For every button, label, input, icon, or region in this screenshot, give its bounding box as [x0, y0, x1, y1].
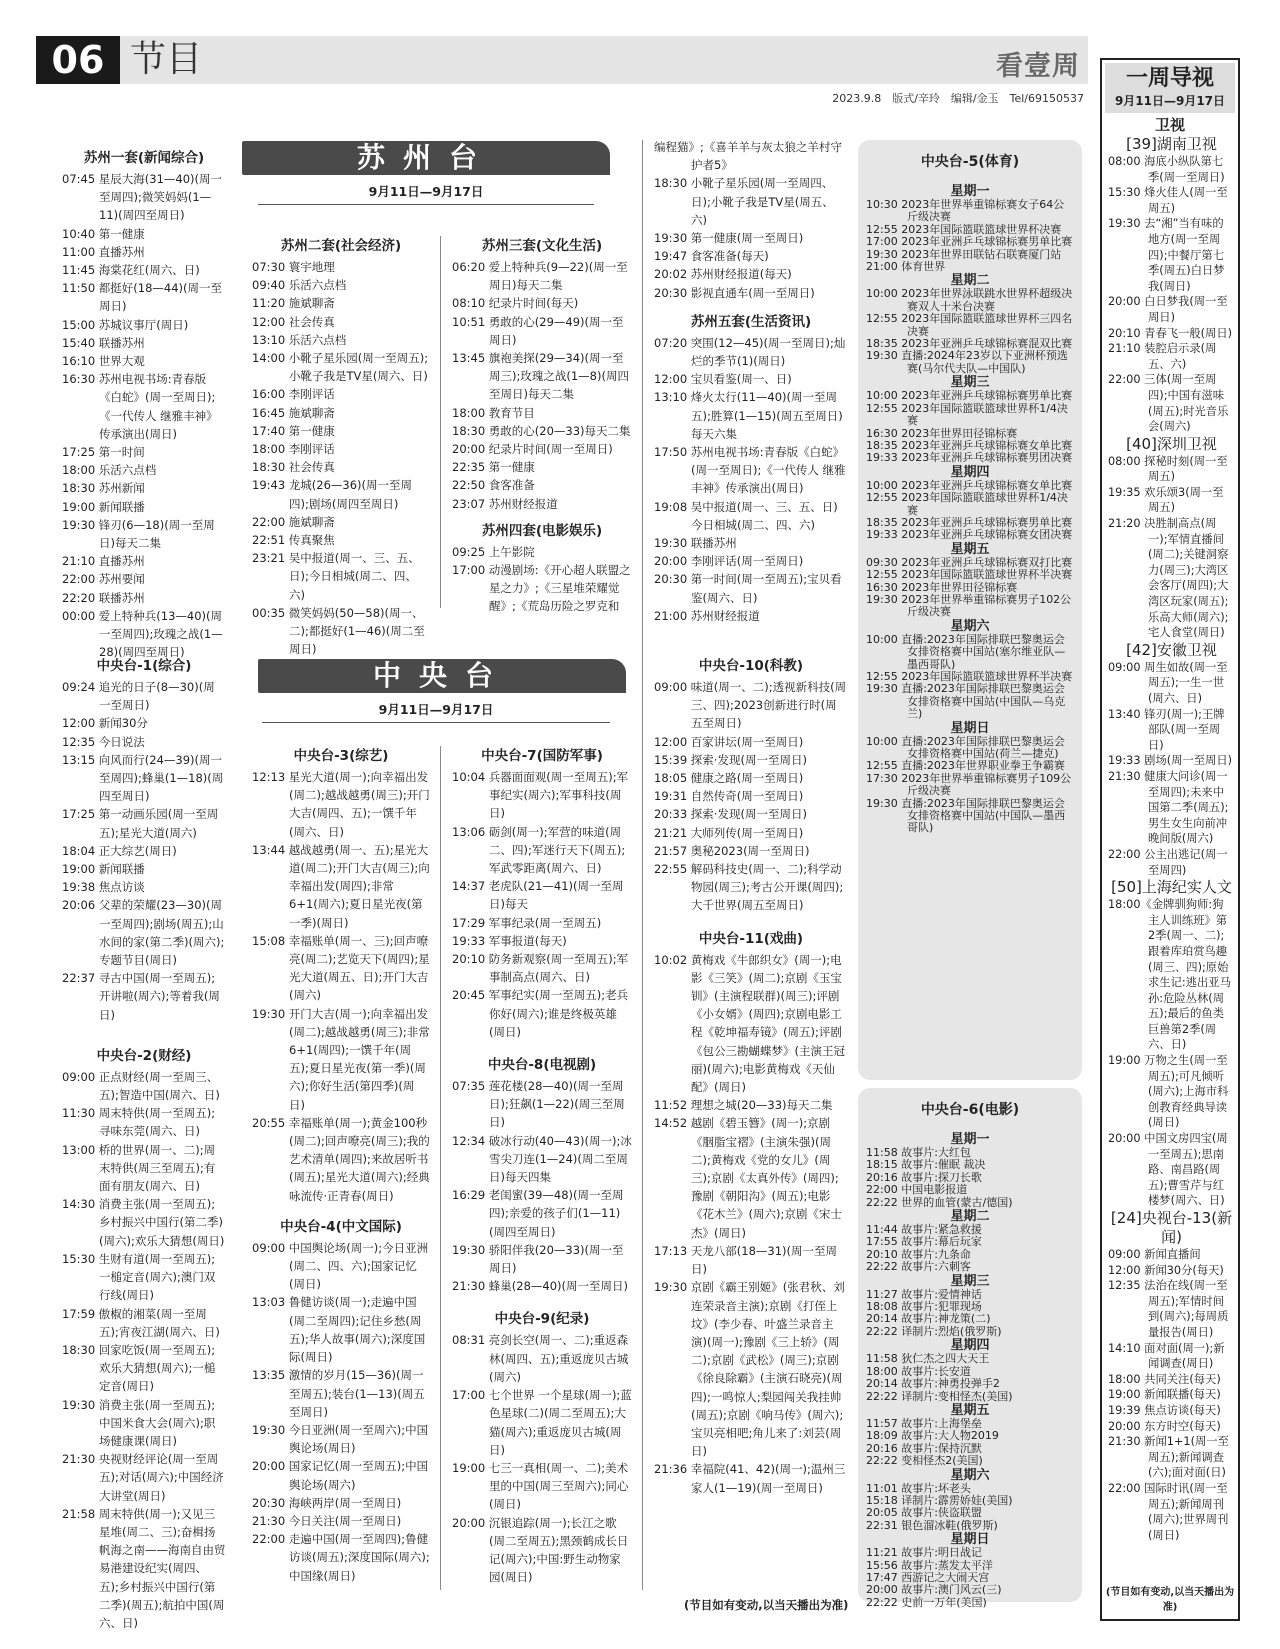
- guide-item: 18:00 共同关注(每天): [1108, 1372, 1221, 1386]
- schedule-item: 20:30 第一时间(周一至周五);宝贝看鉴(周六、日): [654, 572, 842, 605]
- schedule-item: 22:51 传真聚焦: [252, 533, 335, 548]
- schedule-item: 22:50 食客准备: [452, 478, 535, 493]
- schedule-item: 11:58 故事片:大红包: [866, 1146, 971, 1159]
- schedule-item: 19:08 吴中报道(周一、三、五、日)今日相城(周二、四、六): [654, 499, 838, 532]
- schedule-item: 13:35 激情的岁月(15—36)(周一至周五);装台(1—13)(周五至周日): [252, 1368, 425, 1419]
- guide-header: [1105, 63, 1235, 113]
- schedule-list: [654, 334, 848, 625]
- schedule-item: 07:30 寰宇地理: [252, 260, 335, 274]
- guide-item: 14:10 面对面(周一);新闻调查(周日): [1108, 1341, 1225, 1371]
- schedule-item: 17:47 西游记之大闹天宫: [866, 1570, 990, 1584]
- schedule-item: 20:14 故事片:神龙策(二): [866, 1312, 991, 1326]
- schedule-list: [654, 138, 848, 302]
- schedule-item: 13:45 旗袍美探(29—34)(周一至周三);玫瑰之战(1—8)(周四至周日)每天二集: [452, 351, 629, 402]
- schedule-item: 22:20 联播苏州: [62, 590, 145, 605]
- schedule-item: 22:00 施斌聊斋: [252, 514, 335, 529]
- schedule-item: 19:30 消费主张(周一至周五);中国米食大会(周六);职场健康课(周日): [62, 1397, 216, 1448]
- schedule-list: [452, 1077, 632, 1295]
- schedule-item: 13:06 砺剑(周一);军营的味道(周二、四);军迷行天下(周五);军武零距离(周六、日): [452, 824, 626, 876]
- schedule-item: 15:18 译制片:霹雳娇娃(美国): [866, 1493, 1013, 1507]
- schedule-item: 12:55 2023年国际篮联篮球世界杯1/4决赛: [866, 491, 1068, 517]
- schedule-item: 22:22 译制片:变相怪杰(美国): [866, 1389, 1013, 1403]
- schedule-item: 09:25 上午影院: [452, 544, 535, 559]
- guide-item: 21:10 装腔启示录(周五、六): [1108, 342, 1217, 371]
- guide-item: 20:00 东方时空(每天): [1108, 1419, 1221, 1433]
- schedule-item: 21:36 幸福院(41、42)(周一);温州三家人(1—19)(周一至周日): [654, 1462, 846, 1495]
- channel-heading: 苏州五套(生活资讯): [690, 313, 812, 330]
- banner-cctv-dates: 9月11日—9月17日: [262, 700, 610, 720]
- guide-item: 12:00 新闻30分(每天): [1108, 1263, 1224, 1277]
- schedule-item: 12:55 2023年国际篮联篮球世界杯半决赛: [866, 568, 1073, 582]
- schedule-item: 13:03 鲁健访谈(周一);走遍中国(周二至周四);记住乡愁(周五);华人故事(周六);深度国际(周日): [252, 1295, 426, 1365]
- schedule-item: 07:35 莲花楼(28—40)(周一至周日);狂飙(1—22)(周三至周日): [452, 1079, 625, 1130]
- schedule-item: 15:39 探索·发现(周一至周日): [654, 752, 807, 767]
- page-number: 06: [36, 36, 120, 84]
- channel-heading: 中央台-2(财经): [96, 1047, 192, 1064]
- guide-item: 19:30 去“湘”当有味的地方(周一至周四);中餐厅第七季(周五)白日梦我(周日): [1108, 217, 1225, 293]
- schedule-item: 17:25 第一动画乐园(周一至周五);星光大道(周六): [62, 807, 219, 840]
- schedule-item: 22:22 变相怪杰2(美国): [866, 1454, 983, 1468]
- banner-suzhou-dates: 9月11日—9月17日: [258, 182, 594, 202]
- schedule-item: 10:00 直播:2023年国际排联巴黎奥运会女排资格赛中国站(荷兰—捷克): [866, 734, 1065, 761]
- guide-channel-heading: [39]湖南卫视: [1126, 135, 1217, 153]
- schedule-item: 10:40 第一健康: [62, 226, 145, 241]
- schedule-item: 18:00 故事片:长安道: [866, 1364, 971, 1378]
- schedule-item: 17:50 苏州电视书场:青春版《白蛇》(周一至周日);《一代传人 继雅丰神》传承演出(周日): [654, 445, 846, 496]
- schedule-item: 15:08 幸福账单(周一、三);回声嘹亮(周二);艺览天下(周四);星光大道(周五、日);开门大吉(周六): [252, 933, 430, 1003]
- schedule-item: 19:30 2023年世界田联钻石联赛厦门站: [866, 247, 1062, 261]
- schedule-item: 18:30 苏州新闻: [62, 481, 145, 496]
- schedule-list: [252, 768, 430, 1205]
- schedule-item: 20:00 国家记忆(周一至周五);中国舆论场(周六): [252, 1459, 429, 1492]
- schedule-item: 16:45 施斌聊斋: [252, 405, 335, 420]
- channel-heading: 中央台-4(中文国际): [280, 1218, 402, 1235]
- schedule-item: 22:55 解码科技史(周一、二);科学动物园(周三);考古公开课(周四);大千世界(周五至周日): [654, 862, 844, 913]
- guide-item: 19:39 焦点访谈(每天): [1108, 1403, 1221, 1417]
- schedule-item: 12:35 今日说法: [62, 734, 145, 749]
- schedule-item: 08:31 亮剑长空(周一、二);重返森林(周四、五);重返庞贝古城(周六): [452, 1333, 629, 1384]
- schedule-item: 20:30 影视直通车(周一至周日): [654, 285, 815, 300]
- schedule-item: 22:22 译制片:烈焰(俄罗斯): [866, 1324, 1002, 1338]
- schedule-item: 12:55 2023年国际篮联篮球世界杯1/4决赛: [866, 401, 1068, 428]
- schedule-item: 18:35 2023年亚洲乒乓球锦标赛混双比赛: [866, 337, 1073, 351]
- schedule-item: 17:00 2023年亚洲乒乓球锦标赛男单比赛: [866, 235, 1073, 249]
- schedule-item: 21:30 央视财经评论(周一至周五);对话(周六);中国经济大讲堂(周日): [62, 1452, 224, 1503]
- schedule-item: 11:27 故事片:爱情神话: [866, 1287, 982, 1301]
- schedule-item: 23:21 吴中报道(周一、三、五、日);今日相城(周二、四、六): [252, 551, 420, 602]
- schedule-item: 20:00 故事片:澳门风云(三): [866, 1583, 1002, 1597]
- guide-note: (节目如有变动,以当天播出为准): [1105, 1587, 1235, 1613]
- schedule-item: 20:00 纪录片时间(周一至周日): [452, 442, 613, 457]
- schedule-item: 13:15 向风而行(24—39)(周一至周四);蜂巢(1—18)(周四至周日): [62, 752, 224, 804]
- guide-item: 21:30 健康大问诊(周一至周四);未来中国第二季(周五);男生女生向前冲晚间版(周六): [1108, 769, 1229, 846]
- schedule-item: 20:06 父辈的荣耀(23—30)(周一至周四);剧场(周五);山水间的家(第二季)(周六);专题节目(周日): [62, 898, 225, 968]
- column-divider: [440, 236, 441, 608]
- column-su3: [452, 226, 632, 616]
- schedule-item: 09:00 味道(周一、二);透视新科技(周三、四);2023创新进行时(周五至周日): [654, 680, 847, 731]
- schedule-item: 06:20 爱上特种兵(9—22)(周一至周日)每天二集: [452, 260, 628, 293]
- guide-dates: 9月11日—9月17日: [1114, 94, 1226, 108]
- day-heading: 星期日: [950, 720, 990, 736]
- schedule-item: 18:04 正大综艺(周日): [62, 843, 177, 858]
- schedule-item: 20:02 苏州财经报道(每天): [654, 267, 792, 282]
- schedule-item: 14:00 小靴子星乐园(周一至周五);小靴子我是TV星(周六、日): [252, 351, 429, 384]
- schedule-item: 20:10 故事片:九条命: [866, 1247, 971, 1261]
- day-heading: 星期一: [950, 184, 990, 199]
- schedule-item: 19:30 直播:2023年国际排联巴黎奥运会女排资格赛中国站(中国队—墨西哥队): [866, 796, 1066, 835]
- schedule-item: 19:38 焦点访谈: [62, 880, 145, 895]
- schedule-item: 18:09 故事片:大人物2019: [866, 1429, 999, 1443]
- schedule-item: 17:55 故事片:幕后玩家: [866, 1235, 982, 1249]
- schedule-item: 07:45 星辰大海(31—40)(周一至周四);微笑妈妈(1—11)(周四至周日): [62, 172, 223, 223]
- schedule-item: 10:00 2023年亚洲乒乓球锦标赛男单比赛: [866, 389, 1073, 403]
- schedule-list: [252, 1239, 430, 1585]
- schedule-item: 16:00 李刚评话: [252, 387, 335, 402]
- day-heading: 星期二: [950, 1209, 990, 1225]
- channel-heading: 苏州四套(电影娱乐): [481, 522, 603, 539]
- schedule-item: 17:30 2023年世界举重锦标赛男子109公斤级决赛: [866, 771, 1072, 798]
- day-heading: 星期五: [950, 1402, 990, 1418]
- schedule-item: 20:00 李刚评话(周一至周日): [654, 554, 804, 569]
- brand-logo: 看壹周: [996, 51, 1080, 82]
- channel-heading: 中央台-11(戏曲): [698, 930, 804, 947]
- schedule-item: 21:58 周末特供(周一);又见三星堆(周二、三);奋楫扬帆海之南——海南自由贸易港建设纪实(周四、五);乡村振兴中国行(第二季)(周五);航拍中国(周六、日): [62, 1506, 226, 1630]
- day-list: [866, 1132, 1074, 1609]
- schedule-list: [252, 258, 430, 658]
- schedule-item: 11:00 直播苏州: [62, 244, 145, 259]
- schedule-item: 19:30 联播苏州: [654, 536, 737, 551]
- schedule-item: 19:33 2023年亚洲乒乓球锦标赛女团决赛: [866, 528, 1073, 542]
- schedule-item: 20:30 海峡两岸(周一至周日): [252, 1495, 402, 1510]
- schedule-item: 19:30 京剧《霸王别姬》(张君秋、刘连荣录音主演);京剧《打侄上坟》(李少春、叶盛兰录音主演)(周一);豫剧《三上轿》(周二);京剧《武松》(周三);京剧《徐良除霸》(主演石晓亮)(周四);一鸣惊人;梨园闯关我挂帅(周五);京剧《响马传》(周六);宝贝亮相吧;角儿来了:刘芸(周日): [654, 1280, 845, 1459]
- schedule-item: 19:30 今日亚洲(周一至周六);中国舆论场(周日): [252, 1422, 429, 1456]
- guide-item: 08:00 海底小纵队第七季(周一至周日): [1108, 155, 1225, 184]
- schedule-item: 18:15 故事片:催眠 裁决: [866, 1158, 986, 1172]
- byline: 2023.9.8 版式/辛玲 编辑/金玉 Tel/69150537: [832, 92, 1084, 105]
- guide-item: 19:33 剧场(周一至周日): [1108, 754, 1233, 768]
- schedule-item: 00:00 爱上特种兵(13—40)(周一至周四);玫瑰之战(1—28)(周四至周日): [62, 608, 223, 660]
- schedule-item: 21:57 奥秘2023(周一至周日): [654, 843, 810, 858]
- schedule-item: 19:30 第一健康(周一至周日): [654, 231, 804, 246]
- weekly-guide: [1100, 58, 1240, 1621]
- schedule-item: 19:30 锋刃(6—18)(周一至周日)每天二集: [62, 517, 215, 551]
- schedule-item: 11:20 施斌聊斋: [252, 296, 335, 311]
- schedule-item: 14:30 消费主张(周一至周五);乡村振兴中国行(第二季)(周六);欢乐大猜想(周日): [62, 1197, 225, 1248]
- schedule-item: 17:59 傲椒的湘菜(周一至周五);宵夜江湖(周六、日): [62, 1306, 220, 1339]
- schedule-item: 18:35 2023年亚洲乒乓球锦标赛男单比赛: [866, 515, 1073, 529]
- schedule-item: 16:30 2023年世界田径锦标赛: [866, 580, 1018, 594]
- guide-item: 20:00 白日梦我(周一至周日): [1108, 295, 1228, 324]
- schedule-item: 19:30 开门大吉(周一);向幸福出发(周二);越战越勇(周三);非常6+1(周四);一馔千年(周五);夏日星光夜(第一季)(周六);你好生活(第四季)(周日): [252, 1006, 430, 1112]
- schedule-item: 09:30 2023年亚洲乒乓球锦标赛双打比赛: [866, 555, 1073, 569]
- schedule-item: 11:57 故事片:上海堡垒: [866, 1416, 982, 1430]
- schedule-item: 18:30 社会传真: [252, 460, 335, 475]
- day-heading: 星期四: [950, 1338, 990, 1354]
- schedule-item: 18:00 李刚评话: [252, 442, 335, 457]
- column-divider: [440, 746, 441, 1590]
- schedule-list: [452, 768, 632, 1041]
- schedule-item: 19:47 食客准备(每天): [654, 249, 769, 264]
- channel-heading: 中央台-8(电视剧): [487, 1057, 597, 1074]
- guide-category: 卫视: [1154, 116, 1185, 134]
- schedule-item: 19:00 新闻联播: [62, 499, 145, 514]
- schedule-item: 11:30 周末特供(周一至周五);寻味东莞(周六、日): [62, 1106, 216, 1139]
- day-heading: 星期六: [950, 1467, 990, 1483]
- schedule-item: 19:30 2023年世界举重锦标赛男子102公斤级决赛: [866, 592, 1072, 619]
- schedule-item: 12:00 新闻30分: [62, 716, 148, 731]
- schedule-item: 22:31 银色溜冰鞋(俄罗斯): [866, 1518, 998, 1532]
- schedule-item: 09:00 正点财经(周一至周三、五);智造中国(周六、日): [62, 1069, 220, 1103]
- schedule-item: 22:00 苏州要闻: [62, 572, 145, 587]
- schedule-item: 21:00 体育世界: [866, 260, 946, 274]
- schedule-item: 12:00 宝贝看鉴(周一、日): [654, 372, 792, 387]
- schedule-item: 07:20 突围(12—45)(周一至周日);灿烂的季节(1)(周日): [654, 335, 846, 369]
- guide-item: 19:00 万物之生(周一至周五);可凡倾听(周六);上海市科创教育经典导读(周日): [1108, 1054, 1229, 1130]
- schedule-item: 11:01 故事片:坏老头: [866, 1481, 971, 1495]
- schedule-item: 17:29 军事纪录(周一至周五): [452, 915, 602, 930]
- guide-channel-heading: [24]央视台-13(新闻): [1110, 1209, 1233, 1246]
- day-heading: 星期日: [950, 1532, 990, 1548]
- schedule-item: 08:10 纪录片时间(每天): [452, 296, 579, 311]
- schedule-item: 19:30 骄阳伴我(20—33)(周一至周日): [452, 1242, 624, 1276]
- column-divider: [642, 140, 643, 1590]
- column-su2: [252, 226, 430, 658]
- guide-item: 09:00 周生如故(周一至周五);一生一世(周六、日): [1108, 660, 1228, 705]
- schedule-item: 16:29 老闺蜜(39—48)(周一至周四);亲爱的孩子们(1—11)(周四至周日): [452, 1188, 624, 1239]
- schedule-item: 11:44 故事片:紧急救援: [866, 1223, 982, 1237]
- schedule-item: 10:00 直播:2023年国际排联巴黎奥运会女排资格赛中国站(塞尔维亚队—墨西哥队): [866, 632, 1066, 671]
- schedule-item: 13:44 越战越勇(周一、五);星光大道(周二);开门大吉(周三);向幸福出发(周四);非常6+1(周六);夏日星光夜(第一季)(周日): [252, 842, 430, 930]
- schedule-item: 14:37 老虎队(21—41)(周一至周日)每天: [452, 879, 624, 912]
- schedule-item: 12:55 2023年国际篮联篮球世界杯三四名决赛: [866, 312, 1073, 338]
- guide-item: 13:40 锋刃(周一);王牌部队(周一至周日): [1108, 707, 1225, 752]
- column-c3-c4: [252, 736, 430, 1585]
- schedule-item: 22:22 史前一万年(美国): [866, 1595, 987, 1609]
- schedule-item: 20:33 探索·发现(周一至周日): [654, 807, 807, 822]
- guide-item: 20:10 青春飞一般(周日): [1108, 326, 1233, 340]
- schedule-item: 21:21 大师列传(周一至周日): [654, 825, 804, 840]
- channel-heading: 中央台-1(综合): [96, 658, 192, 674]
- banner-suzhou: 苏州台: [242, 141, 610, 175]
- schedule-item: 15:40 联播苏州: [62, 335, 145, 350]
- schedule-item: 16:30 苏州电视书场:青春版《白蛇》(周一至周日);《一代传人 继雅丰神》传承演出(周日): [62, 372, 218, 441]
- schedule-item: 12:55 2023年国际篮联篮球世界杯半决赛: [866, 670, 1073, 683]
- day-heading: 星期二: [950, 273, 990, 289]
- guide-item: 22:00 公主出逃记(周一至周四): [1108, 847, 1228, 877]
- schedule-list: [62, 678, 226, 1024]
- guide-item: 20:00 中国文房四宝(周一至周五);思南路、南昌路(周五);曹雪芹与红楼梦(周六、日): [1108, 1132, 1228, 1208]
- guide-channel-heading: [50]上海纪实人文: [1111, 878, 1232, 897]
- channel-heading: 中央台-10(科教): [698, 658, 804, 674]
- schedule-item: 23:07 苏州财经报道: [452, 496, 558, 511]
- schedule-item: 13:10 乐活六点档: [252, 332, 347, 347]
- schedule-item: 20:14 故事片:神勇投弹手2: [866, 1377, 1000, 1391]
- schedule-item: 10:00 2023年世界泳联跳水世界杯超级决赛双人十米台决赛: [866, 287, 1073, 313]
- guide-title: 一周导视: [1125, 66, 1214, 91]
- schedule-item: 21:10 直播苏州: [62, 554, 145, 569]
- schedule-item: 18:35 2023年亚洲乒乓球锦标赛女单比赛: [866, 438, 1073, 452]
- guide-item: 19:00 新闻联播(每天): [1108, 1388, 1221, 1402]
- schedule-item: 20:05 故事片:侠盗联盟: [866, 1506, 982, 1520]
- banner-cctv: 中央台: [258, 659, 626, 693]
- schedule-item: 18:00 乐活六点档: [62, 463, 157, 478]
- schedule-item: 22:22 故事片:六刺客: [866, 1260, 971, 1274]
- column-su4-su5: [654, 138, 848, 625]
- channel-heading: 苏州一套(新闻综合): [83, 150, 205, 166]
- schedule-item: 12:55 2023年国际篮联篮球世界杯决赛: [866, 222, 1062, 236]
- schedule-item: 21:30 蜂巢(28—40)(周一至周日): [452, 1279, 629, 1294]
- guide-item: 15:30 烽火佳人(周一至周五): [1108, 186, 1228, 215]
- guide-item: 19:35 欢乐颂3(周一至周五): [1108, 485, 1224, 515]
- schedule-item: 15:56 故事片:蒸发太平洋: [866, 1558, 993, 1572]
- channel-heading: 中央台-5(体育): [920, 154, 1020, 170]
- schedule-item: 11:50 都挺好(18—44)(周一至周日): [62, 281, 223, 314]
- schedule-item: 13:10 烽火太行(11—40)(周一至周五);胜算(1—15)(周五至周日)每天六集: [654, 390, 843, 441]
- schedule-item: 13:00 桥的世界(周一、二);周末特供(周三至周五);有面有朋友(周六、日): [62, 1142, 216, 1194]
- schedule-item: 16:10 世界大观: [62, 354, 145, 369]
- schedule-item: 10:04 兵器面面观(周一至周五);军事纪实(周六);军事科技(周日): [452, 770, 629, 821]
- schedule-list: [452, 258, 632, 513]
- day-heading: 星期三: [950, 375, 990, 391]
- schedule-item: 16:30 2023年世界田径锦标赛: [866, 426, 1018, 440]
- schedule-item: 09:40 乐活六点档: [252, 278, 347, 293]
- guide-channel-heading: [40]深圳卫视: [1126, 434, 1217, 453]
- channel-heading: 苏州三套(文化生活): [481, 238, 603, 254]
- schedule-item: 20:00 沉银追踪(周一);长江之歌(周二至周五);黑颈鹤成长日记(周六);中国:野生动物家园(周日): [452, 1515, 629, 1585]
- schedule-item: 22:22 世界的血管(蒙古/德国): [866, 1195, 1013, 1209]
- schedule-item: 17:13 天龙八部(18—31)(周一至周日): [654, 1243, 838, 1277]
- day-heading: 星期三: [950, 1273, 990, 1289]
- channel-heading: 中央台-3(综艺): [293, 748, 389, 764]
- box-cctv5: [858, 140, 1082, 1080]
- schedule-item: 20:55 幸福账单(周一);黄金100秒(周二);回声嘹亮(周三);我的艺术清单(周四);来故居听书(周五);星光大道(周六);经典咏流传·正青春(周日): [252, 1115, 430, 1203]
- schedule-item: 22:35 第一健康: [452, 460, 535, 475]
- schedule-item: 11:58 狄仁杰之四大天王: [866, 1352, 990, 1366]
- schedule-item: 编程猫》;《喜羊羊与灰太狼之羊村守护者5》: [654, 140, 842, 173]
- schedule-item: 12:34 破冰行动(40—43)(周一);冰雪尖刀连(1—24)(周二至周日)每天四集: [452, 1133, 632, 1185]
- schedule-item: 19:30 直播:2024年23岁以下亚洲杯预选赛(马尔代夫队—中国队): [866, 349, 1068, 375]
- schedule-item: 11:45 海棠花红(周六、日): [62, 263, 200, 278]
- schedule-item: 18:08 故事片:犯罪现场: [866, 1300, 982, 1314]
- day-heading: 星期一: [950, 1132, 990, 1147]
- schedule-item: 17:00 动漫剧场:《开心超人联盟之星之力》;《三星堆荣耀觉醒》;《荒岛历险之罗克和: [452, 563, 631, 614]
- schedule-item: 18:00 教育节目: [452, 405, 535, 420]
- guide-item: 12:35 法治在线(周一至周五);军情时间到(周六);每周质量报告(周日): [1108, 1279, 1229, 1339]
- schedule-item: 21:30 今日关注(周一至周日): [252, 1513, 402, 1528]
- schedule-item: 10:02 黄梅戏《牛郎织女》(周一);电影《三笑》(周二);京剧《玉宝钏》(主演程联群)(周三);评剧《小女婿》(周四);京剧电影工程《乾坤福寿镜》(周五);评剧《包公三勘蝴蝶梦》(主演王冠丽)(周六);电影黄梅戏《天仙配》(周日): [654, 952, 845, 1095]
- schedule-item: 22:00 走遍中国(周一至周四);鲁健访谈(周五);深度国际(周六);中国缘(周日): [252, 1532, 430, 1583]
- guide-item: 09:00 新闻直播间: [1108, 1248, 1201, 1261]
- guide-item: 21:20 决胜制高点(周一);军情直播间(周二);关键洞察力(周三);大湾区会客厅(周四);大湾区玩家(周五);乐高大师(周六);宅人食堂(周日): [1108, 517, 1229, 640]
- column-su1: [62, 138, 226, 661]
- schedule-item: 10:30 2023年世界举重锦标赛女子64公斤级决赛: [866, 198, 1065, 224]
- channel-heading: 中央台-7(国防军事): [481, 748, 603, 764]
- schedule-item: 10:00 2023年亚洲乒乓球锦标赛女单比赛: [866, 478, 1073, 492]
- channel-heading: 中央台-6(电影): [920, 1102, 1020, 1118]
- schedule-list: [62, 1068, 226, 1632]
- schedule-item: 18:30 回家吃饭(周一至周五);欢乐大猜想(周六);一槌定音(周日): [62, 1342, 216, 1394]
- guide-channels: [1102, 135, 1238, 1543]
- day-heading: 星期四: [950, 464, 990, 480]
- schedule-item: 19:00 新闻联播: [62, 862, 145, 877]
- schedule-item: 15:00 苏城议事厅(周日): [62, 317, 189, 332]
- schedule-item: 12:55 直播:2023年世界职业拳王争霸赛: [866, 759, 1065, 773]
- schedule-item: 00:35 微笑妈妈(50—58)(周一、二);都挺好(1—46)(周二至周日): [252, 605, 425, 657]
- schedule-list: [452, 543, 632, 616]
- schedule-item: 21:00 苏州财经报道: [654, 608, 760, 623]
- schedule-item: 19:30 直播:2023年国际排联巴黎奥运会女排资格赛中国站(中国队—乌克兰): [866, 682, 1066, 721]
- schedule-item: 18:30 勇敢的心(20—33)每天二集: [452, 423, 631, 438]
- footer-note: (节目如有变动,以当天播出为准): [684, 1598, 849, 1612]
- channel-heading: 苏州二套(社会经济): [280, 238, 402, 254]
- schedule-item: 19:00 七三一真相(周一、二);美术里的中国(周三至周六);同心(周日): [452, 1460, 629, 1512]
- schedule-item: 19:33 军事报道(每天): [452, 933, 567, 948]
- schedule-list: [654, 951, 848, 1497]
- day-heading: 星期六: [950, 618, 990, 634]
- schedule-item: 17:00 七个世界 一个星球(周一);蓝色星球(二)(周二至周五);大猫(周六);重返庞贝古城(周日): [452, 1388, 632, 1457]
- schedule-item: 11:52 理想之城(20—33)每天二集: [654, 1098, 833, 1113]
- channel-heading: 中央台-9(纪录): [494, 1311, 590, 1328]
- guide-item: 22:00 国际时讯(周一至周五);新闻周刊(周六);世界周刊(周日): [1108, 1481, 1229, 1542]
- guide-item: 18:00《金牌驯狗师:狗主人训练班》第2季(周一、二);跟着库珀赏鸟趣(周三、四);原始求生记:逃出亚马孙:危险丛林(周五);最后的鱼类巨兽第2季(周六、日): [1108, 898, 1231, 1052]
- schedule-list: [62, 170, 226, 661]
- schedule-item: 10:51 勇敢的心(29—49)(周一至周日): [452, 314, 624, 347]
- schedule-item: 17:40 第一健康: [252, 423, 335, 438]
- guide-item: 21:30 新闻1+1(周一至周五);新闻调查(六);面对面(日): [1108, 1435, 1229, 1480]
- box-cctv6: [858, 1088, 1082, 1609]
- schedule-item: 22:00 中国电影报道: [866, 1183, 968, 1197]
- schedule-item: 17:25 第一时间: [62, 445, 145, 460]
- schedule-item: 20:10 防务新观察(周一至周五);军事制高点(周六、日): [452, 952, 629, 985]
- schedule-list: [452, 1331, 632, 1586]
- schedule-item: 12:13 星光大道(周一);向幸福出发(周二);越战越勇(周三);开门大吉(周四、五);一馔千年(周六、日): [252, 770, 430, 839]
- day-heading: 星期五: [950, 541, 990, 557]
- schedule-item: 19:43 龙城(26—36)(周一至周四);剧场(周四至周日): [252, 478, 413, 511]
- schedule-item: 20:16 故事片:探刀长歌: [866, 1170, 982, 1184]
- section-title: 节目: [130, 39, 203, 80]
- schedule-item: 20:45 军事纪实(周一至周五);老兵你好(周六);谁是终极英雄(周日): [452, 988, 629, 1039]
- schedule-item: 14:52 越剧《碧玉簪》(周一);京剧《胭脂宝褶》(主演朱强)(周二);黄梅戏《党的女儿》(周三);京剧《太真外传》(周四);豫剧《朝阳沟》(周五);电影《花木兰》(周六);京剧《宋士杰》(周日): [654, 1116, 842, 1240]
- schedule-item: 11:21 故事片:明日战记: [866, 1546, 982, 1560]
- schedule-item: 19:33 2023年亚洲乒乓球锦标赛男团决赛: [866, 451, 1073, 465]
- schedule-item: 22:37 寻古中国(周一至周五);开讲啦(周六);等着我(周日): [62, 971, 220, 1022]
- guide-item: 22:00 三体(周一至周四);中国有滋味(周五);时光音乐会(周六): [1108, 373, 1229, 434]
- schedule-item: 18:30 小靴子星乐园(周一至周四、日);小靴子我是TV星(周五、六): [654, 176, 834, 227]
- schedule-item: 15:30 生财有道(周一至周五);一槌定音(周六);澳门双行线(周日): [62, 1251, 216, 1303]
- day-list: [866, 184, 1074, 835]
- column-c1-c2: [62, 646, 226, 1632]
- column-c7-c8-c9: [452, 736, 632, 1586]
- guide-channel-heading: [42]安徽卫视: [1126, 640, 1217, 659]
- schedule-item: 20:16 故事片:保持沉默: [866, 1441, 982, 1455]
- schedule-list: [654, 678, 848, 915]
- schedule-item: 09:00 中国舆论场(周一);今日亚洲(周二、四、六);国家记忆(周日): [252, 1240, 429, 1292]
- schedule-item: 18:05 健康之路(周一至周日): [654, 771, 804, 786]
- schedule-item: 12:00 社会传真: [252, 314, 335, 329]
- schedule-item: 19:31 自然传奇(周一至周日): [654, 789, 804, 804]
- schedule-item: 12:00 百家讲坛(周一至周日): [654, 734, 804, 749]
- guide-item: 08:00 探秘时刻(周一至周五): [1108, 454, 1228, 484]
- schedule-item: 09:24 追光的日子(8—30)(周一至周日): [62, 680, 215, 713]
- column-c10-c11: [654, 646, 848, 1497]
